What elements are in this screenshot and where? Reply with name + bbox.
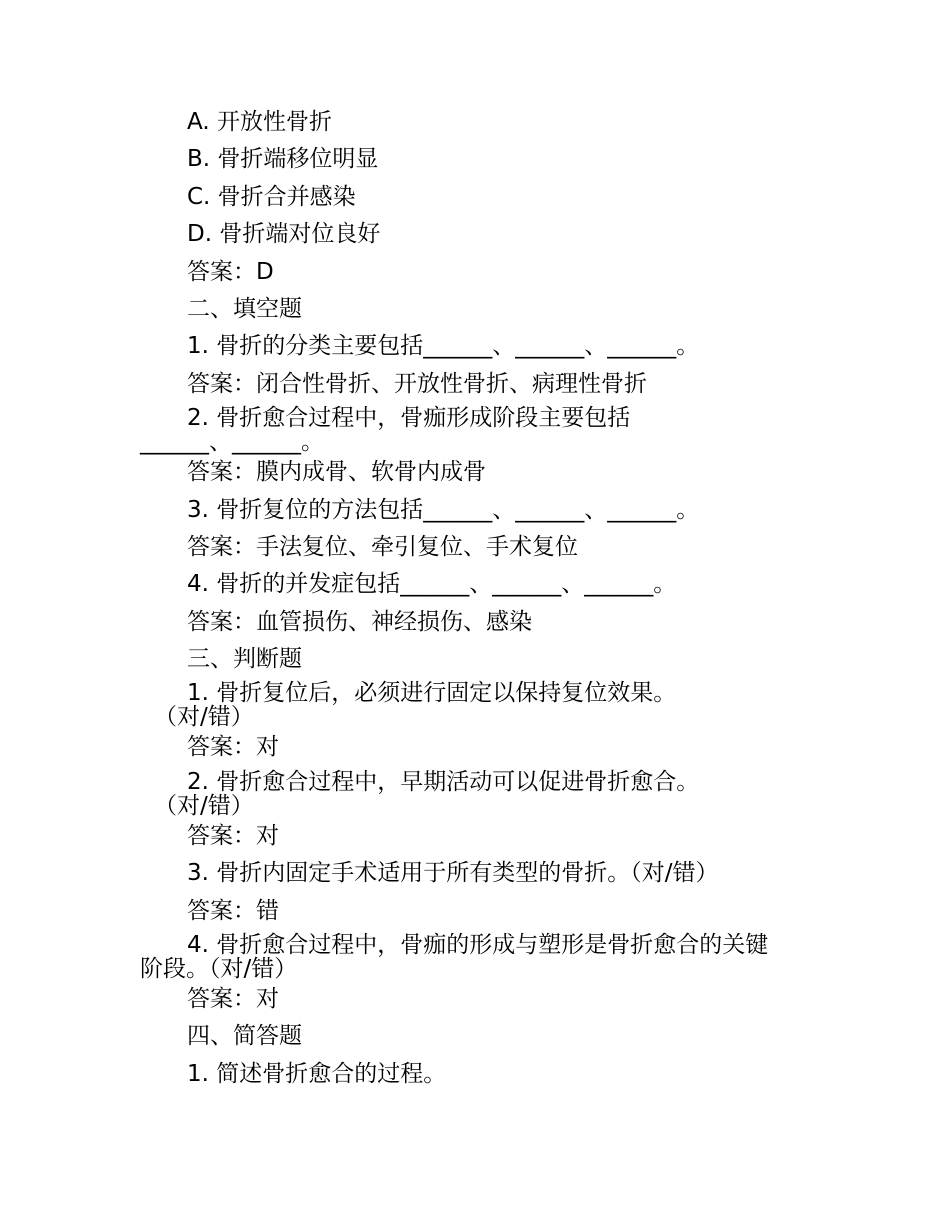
option-b: B. 骨折端移位明显 (187, 146, 379, 173)
option-d: D. 骨折端对位良好 (187, 221, 381, 248)
answer-line: 答案：错 (187, 897, 279, 924)
question-text (140, 681, 830, 729)
section-heading-fill-in: 二、填空题 (187, 295, 302, 322)
answer-line: 答案：D (187, 258, 274, 285)
question-text-line1: 2. 骨折愈合过程中，骨痂形成阶段主要包括 (187, 405, 631, 432)
question-text: 1. 骨折的分类主要包括______、______、______。 (187, 333, 700, 360)
option-c: C. 骨折合并感染 (187, 183, 356, 210)
question-text-line2: （对/错） (154, 792, 254, 819)
question-text-line1: 1. 骨折复位后，必须进行固定以保持复位效果。 (187, 680, 677, 707)
document-body (140, 104, 830, 1093)
question-text: 1. 简述骨折愈合的过程。 (187, 1060, 447, 1087)
question-text (140, 770, 830, 818)
answer-line: 答案：闭合性骨折、开放性骨折、病理性骨折 (187, 370, 647, 397)
answer-line: 答案：对 (187, 734, 279, 761)
answer-line: 答案：对 (187, 986, 279, 1013)
answer-line: 答案：膜内成骨、软骨内成骨 (187, 459, 486, 486)
question-text (140, 406, 830, 454)
section-heading-true-false: 三、判断题 (187, 646, 302, 673)
section-heading-short-answer: 四、简答题 (187, 1023, 302, 1050)
question-text-line2: （对/错） (154, 704, 254, 731)
question-text-line2: 阶段。（对/错） (140, 956, 298, 983)
answer-line: 答案：手法复位、牵引复位、手术复位 (187, 533, 578, 560)
question-text (140, 933, 830, 981)
answer-line: 答案：血管损伤、神经损伤、感染 (187, 608, 532, 635)
option-a: A. 开放性骨折 (187, 109, 332, 135)
question-text: 4. 骨折的并发症包括______、______、______。 (187, 571, 677, 598)
question-text: 3. 骨折内固定手术适用于所有类型的骨折。（对/错） (187, 860, 719, 887)
question-text-line2: ______、______。 (140, 429, 324, 456)
answer-line: 答案：对 (187, 822, 279, 849)
question-text: 3. 骨折复位的方法包括______、______、______。 (187, 496, 700, 523)
question-text-line1: 4. 骨折愈合过程中，骨痂的形成与塑形是骨折愈合的关键 (187, 932, 769, 959)
question-text-line1: 2. 骨折愈合过程中，早期活动可以促进骨折愈合。 (187, 768, 700, 795)
